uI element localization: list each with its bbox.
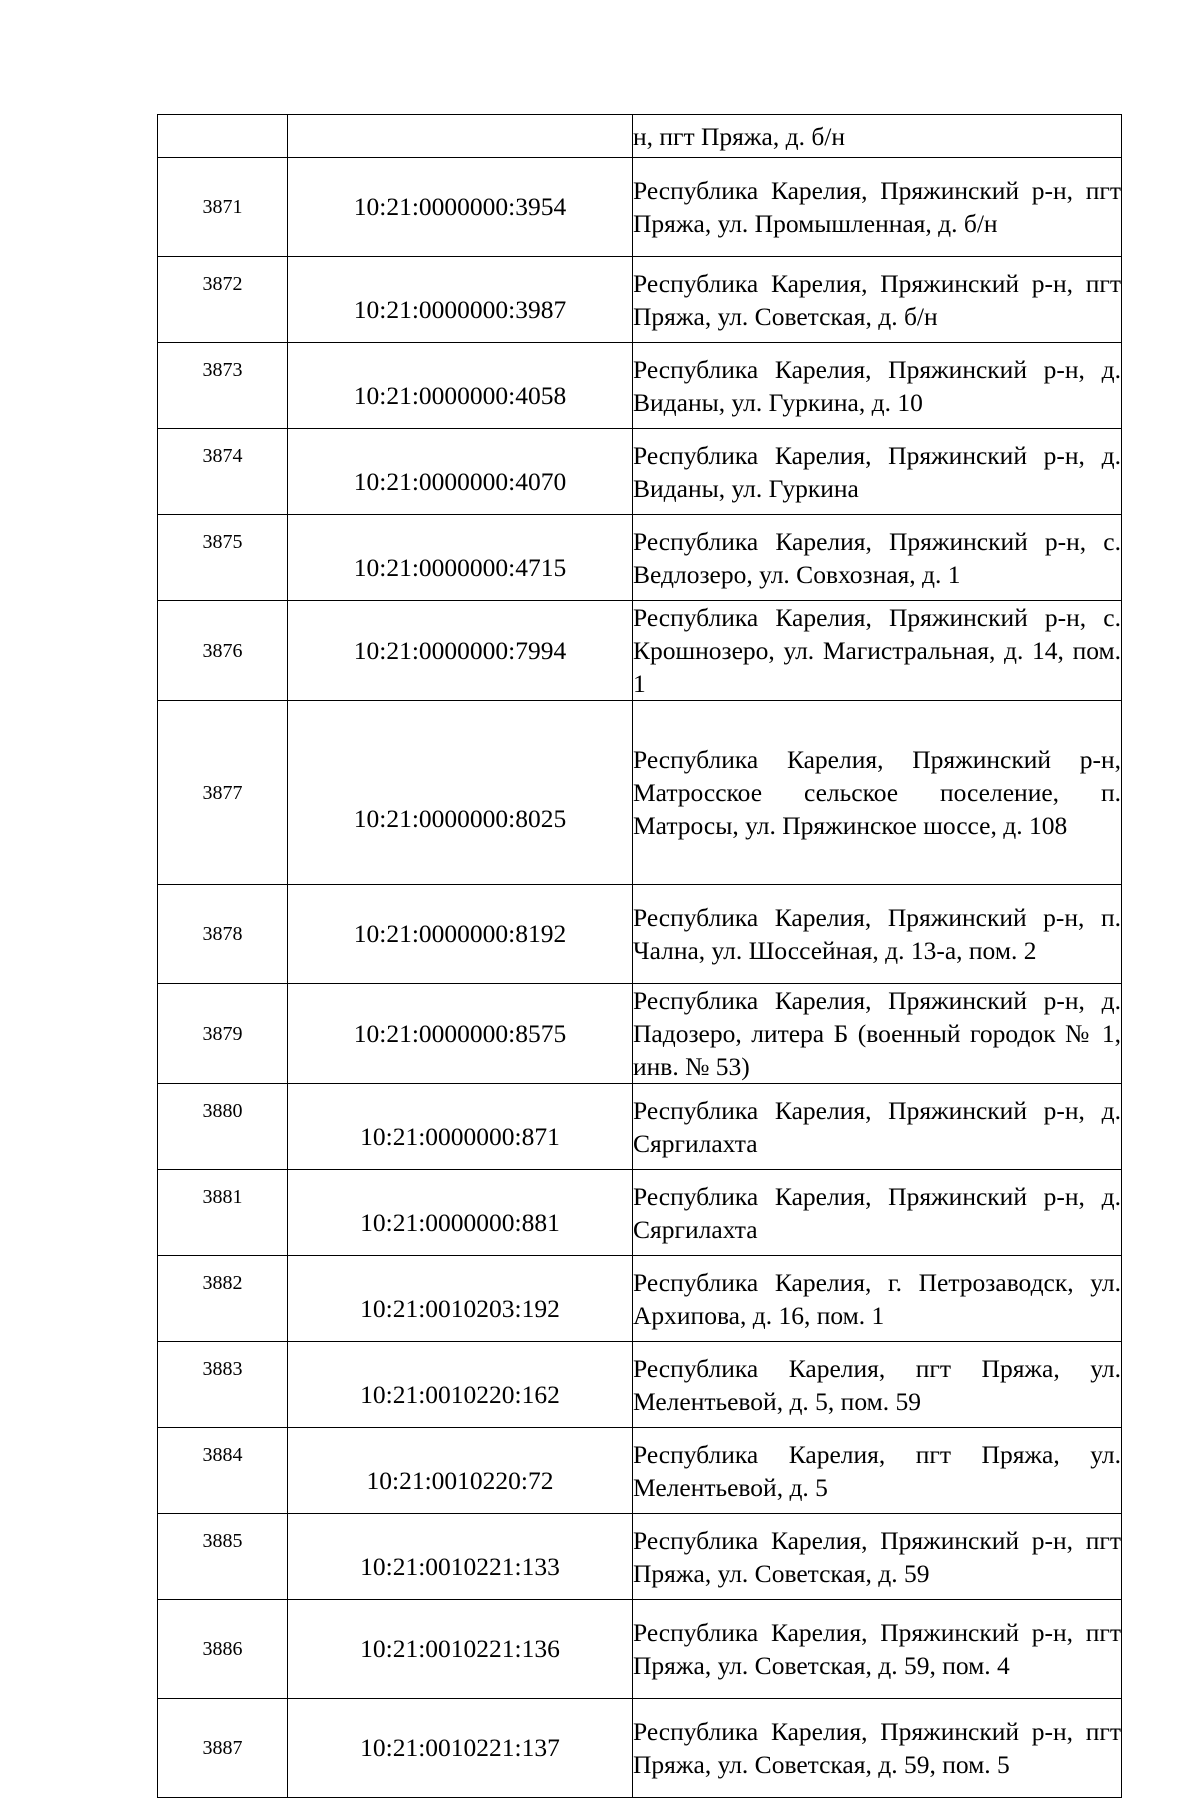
table-row — [158, 1170, 1122, 1256]
address-cell: Республика Карелия, Пряжинский р-н, с. Ведлозеро, ул. Совхозная, д. 1 — [633, 515, 1122, 601]
cadastral-number-cell: 10:21:0000000:8192 — [288, 885, 633, 984]
address-cell: н, пгт Пряжа, д. б/н — [633, 115, 1122, 158]
cadastral-number-cell: 10:21:0000000:4058 — [288, 343, 633, 429]
row-number-cell: 3877 — [158, 701, 288, 885]
address-cell: Республика Карелия, Пряжинский р-н, пгт Пряжа, ул. Промышленная, д. б/н — [633, 158, 1122, 257]
cadastral-number-cell: 10:21:0000000:881 — [288, 1170, 633, 1256]
row-number-cell: 3879 — [158, 984, 288, 1084]
address-cell: Республика Карелия, Пряжинский р-н, д. Виданы, ул. Гуркина — [633, 429, 1122, 515]
address-cell: Республика Карелия, Пряжинский р-н, д. Виданы, ул. Гуркина, д. 10 — [633, 343, 1122, 429]
address-cell: Республика Карелия, Пряжинский р-н, д. Сяргилахта — [633, 1170, 1122, 1256]
address-cell: Республика Карелия, Пряжинский р-н, пгт Пряжа, ул. Советская, д. 59, пом. 4 — [633, 1600, 1122, 1699]
table-row — [158, 601, 1122, 701]
row-number-cell — [158, 115, 288, 158]
row-number-cell: 3876 — [158, 601, 288, 701]
table-row — [158, 1699, 1122, 1798]
cadastral-number-cell: 10:21:0010203:192 — [288, 1256, 633, 1342]
address-cell: Республика Карелия, Пряжинский р-н, п. Чална, ул. Шоссейная, д. 13-а, пом. 2 — [633, 885, 1122, 984]
table-row-continuation — [158, 115, 1122, 158]
row-number-cell: 3887 — [158, 1699, 288, 1798]
cadastral-number-cell: 10:21:0000000:7994 — [288, 601, 633, 701]
address-cell: Республика Карелия, пгт Пряжа, ул. Мелентьевой, д. 5, пом. 59 — [633, 1342, 1122, 1428]
table-row — [158, 984, 1122, 1084]
row-number-cell: 3885 — [158, 1514, 288, 1600]
cadastral-number-cell — [288, 115, 633, 158]
table-body — [158, 115, 1122, 1798]
address-cell: Республика Карелия, Пряжинский р-н, д. Сяргилахта — [633, 1084, 1122, 1170]
table-row — [158, 257, 1122, 343]
row-number-cell: 3884 — [158, 1428, 288, 1514]
row-number-cell: 3875 — [158, 515, 288, 601]
cadastral-number-cell: 10:21:0000000:4070 — [288, 429, 633, 515]
row-number-cell: 3873 — [158, 343, 288, 429]
cadastral-number-cell: 10:21:0010221:133 — [288, 1514, 633, 1600]
table-row — [158, 1514, 1122, 1600]
table-row — [158, 1256, 1122, 1342]
table-row — [158, 158, 1122, 257]
address-cell: Республика Карелия, Пряжинский р-н, пгт Пряжа, ул. Советская, д. 59, пом. 5 — [633, 1699, 1122, 1798]
table-row — [158, 515, 1122, 601]
row-number-cell: 3882 — [158, 1256, 288, 1342]
cadastral-number-cell: 10:21:0000000:8025 — [288, 701, 633, 885]
table-row — [158, 429, 1122, 515]
cadastral-number-cell: 10:21:0000000:8575 — [288, 984, 633, 1084]
cadastral-number-cell: 10:21:0010221:137 — [288, 1699, 633, 1798]
address-cell: Республика Карелия, г. Петрозаводск, ул. Архипова, д. 16, пом. 1 — [633, 1256, 1122, 1342]
table-row — [158, 343, 1122, 429]
cadastral-number-cell: 10:21:0000000:871 — [288, 1084, 633, 1170]
row-number-cell: 3878 — [158, 885, 288, 984]
table-row — [158, 885, 1122, 984]
row-number-cell: 3872 — [158, 257, 288, 343]
table-row — [158, 1342, 1122, 1428]
address-cell: Республика Карелия, Пряжинский р-н, с. Крошнозеро, ул. Магистральная, д. 14, пом. 1 — [633, 601, 1122, 701]
property-registry-table — [157, 114, 1122, 1798]
row-number-cell: 3871 — [158, 158, 288, 257]
table-row — [158, 1600, 1122, 1699]
cadastral-number-cell: 10:21:0000000:3987 — [288, 257, 633, 343]
address-cell: Республика Карелия, Пряжинский р-н, пгт Пряжа, ул. Советская, д. б/н — [633, 257, 1122, 343]
row-number-cell: 3874 — [158, 429, 288, 515]
row-number-cell: 3881 — [158, 1170, 288, 1256]
cadastral-number-cell: 10:21:0010221:136 — [288, 1600, 633, 1699]
row-number-cell: 3883 — [158, 1342, 288, 1428]
address-cell: Республика Карелия, пгт Пряжа, ул. Мелентьевой, д. 5 — [633, 1428, 1122, 1514]
address-cell: Республика Карелия, Пряжинский р-н, д. Падозеро, литера Б (военный городок № 1, инв. № 53) — [633, 984, 1122, 1084]
cadastral-number-cell: 10:21:0010220:162 — [288, 1342, 633, 1428]
address-cell: Республика Карелия, Пряжинский р-н, пгт Пряжа, ул. Советская, д. 59 — [633, 1514, 1122, 1600]
cadastral-number-cell: 10:21:0000000:3954 — [288, 158, 633, 257]
address-cell: Республика Карелия, Пряжинский р-н, Матросское сельское поселение, п. Матросы, ул. Пряжинское шоссе, д. 108 — [633, 701, 1122, 885]
table-row — [158, 1084, 1122, 1170]
row-number-cell: 3886 — [158, 1600, 288, 1699]
row-number-cell: 3880 — [158, 1084, 288, 1170]
table-row — [158, 701, 1122, 885]
cadastral-number-cell: 10:21:0000000:4715 — [288, 515, 633, 601]
table-row — [158, 1428, 1122, 1514]
cadastral-number-cell: 10:21:0010220:72 — [288, 1428, 633, 1514]
